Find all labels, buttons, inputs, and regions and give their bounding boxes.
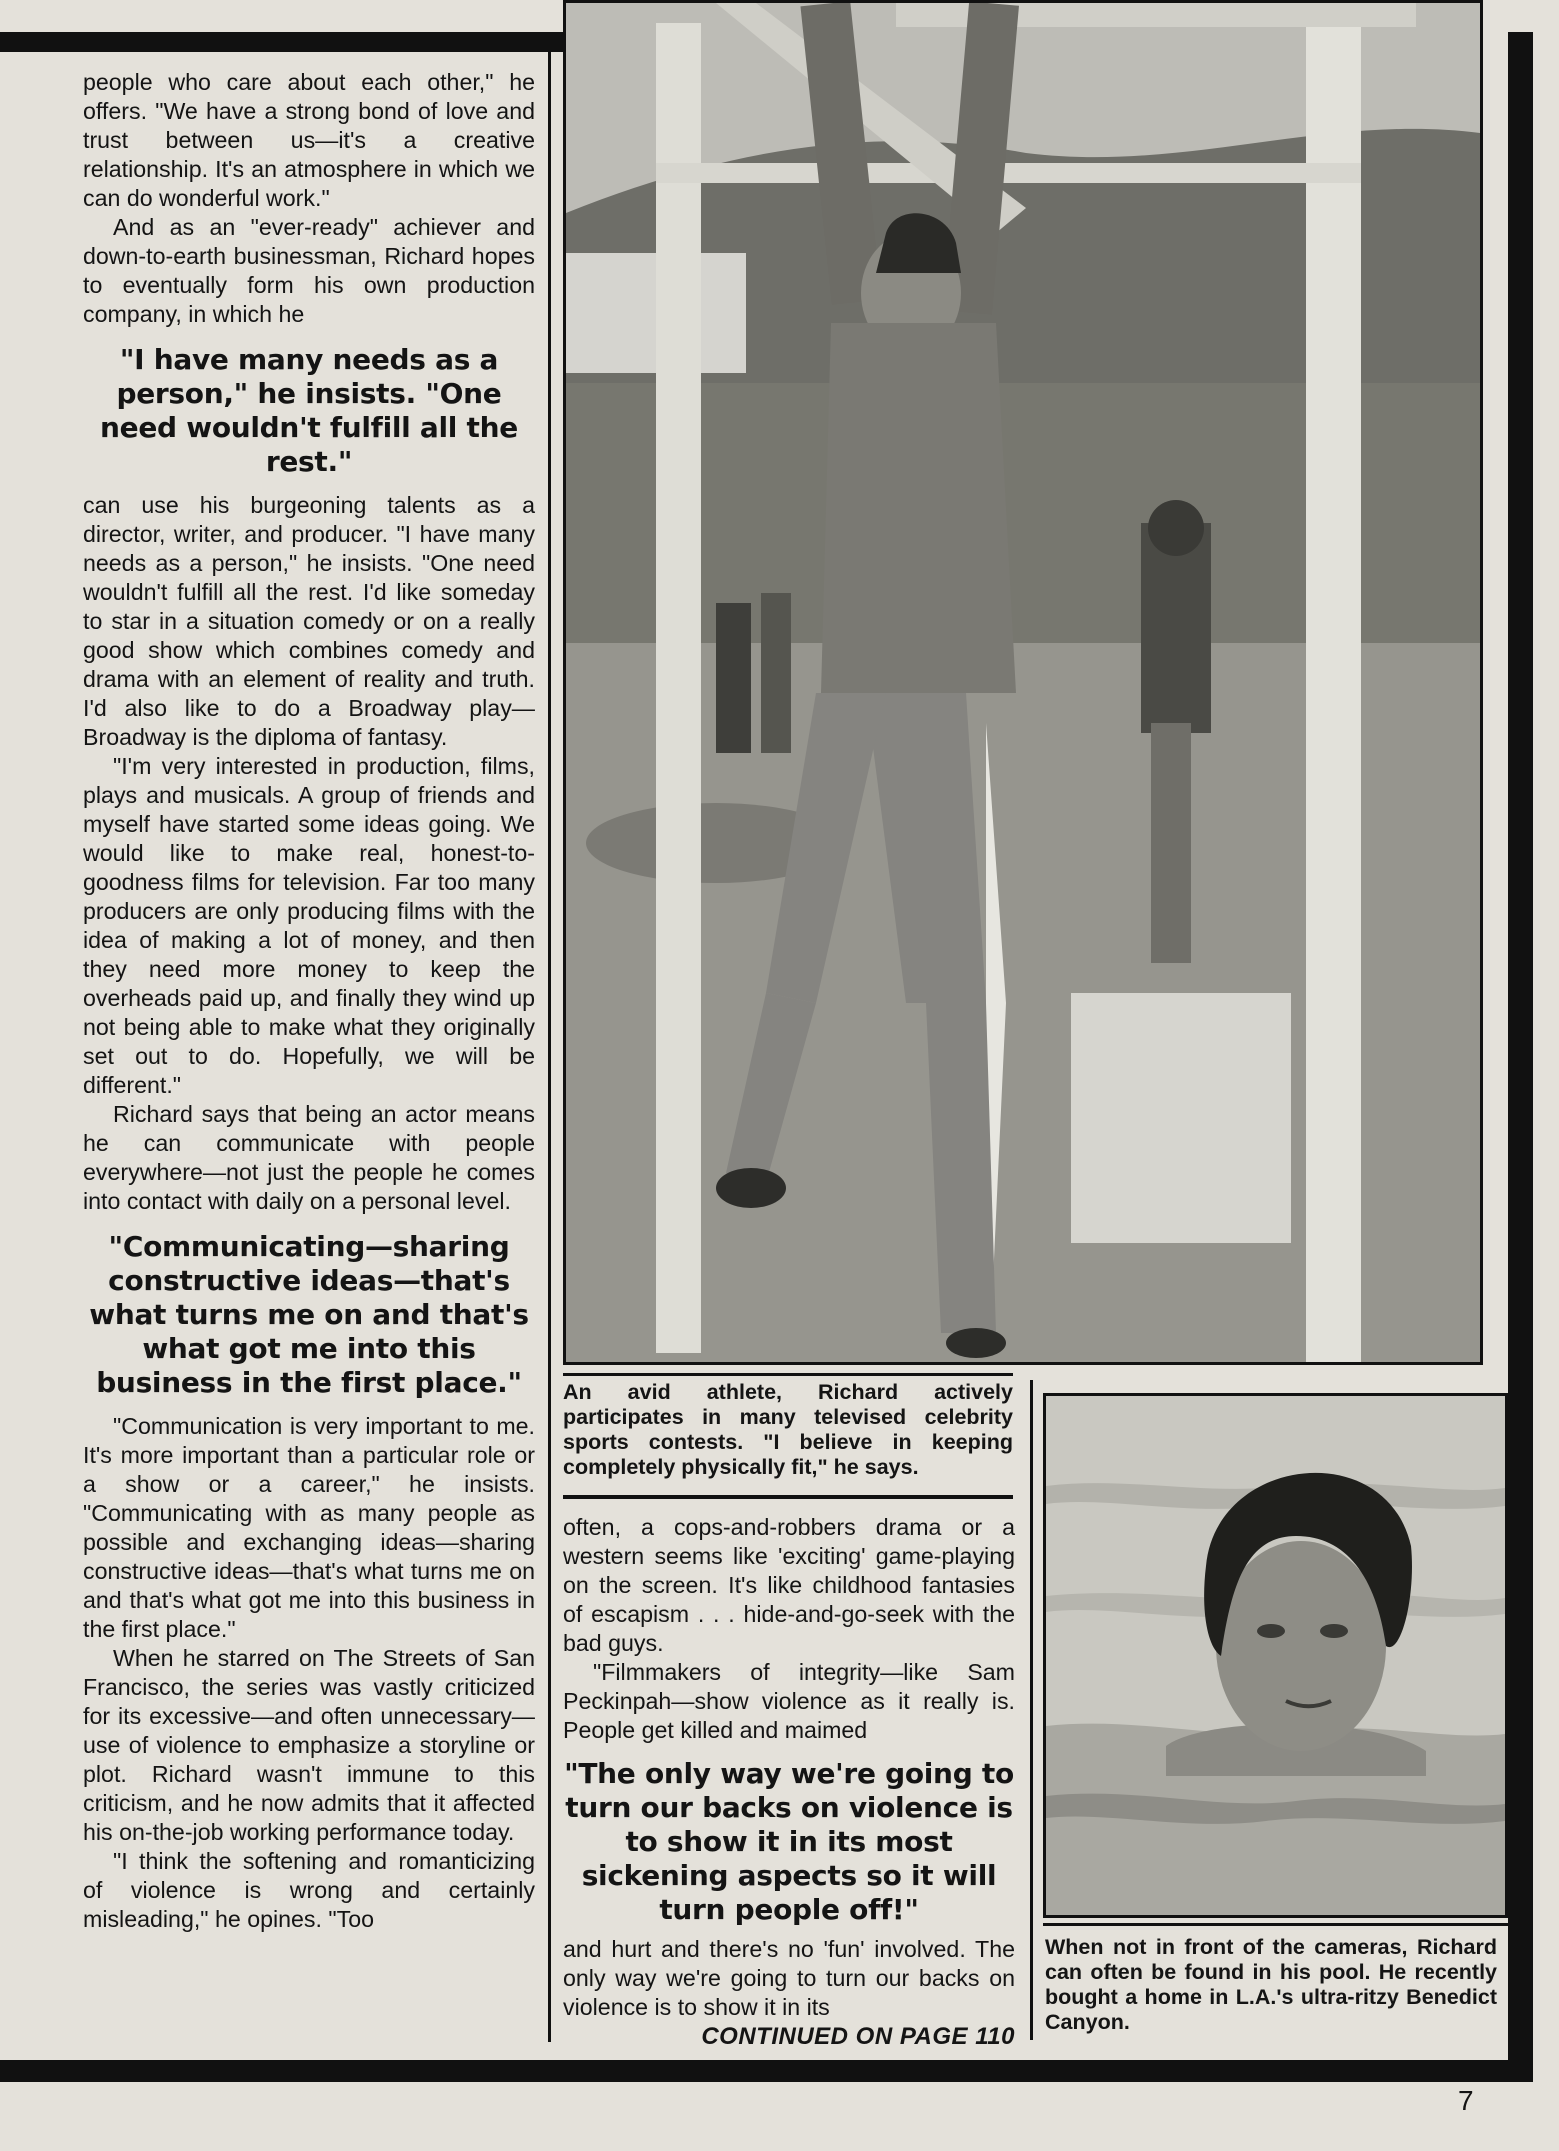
middle-column-divider: [1030, 1380, 1033, 2040]
bottom-rule: [0, 2060, 1533, 2082]
caption-top-rule: [563, 1373, 1013, 1376]
paragraph: "I think the softening and romanticizing of violence is wrong and certainly misleading," he opines. "Too: [83, 1848, 535, 1932]
athlete-photo: [563, 0, 1483, 1365]
right-border: [1508, 32, 1533, 2082]
pullquote-needs: "I have many needs as a person," he insists. "One need wouldn't fulfill all the rest.": [100, 343, 518, 478]
pool-photo-illustration: [1046, 1396, 1505, 1915]
paragraph: And as an "ever-ready" achiever and down-to-earth businessman, Richard hopes to eventually form his own production company, in which he: [83, 214, 535, 327]
paragraph: "I'm very interested in production, films, plays and musicals. A group of friends and myself have started some ideas going. We would like to make real, honest-to-goodness films for television. Far too many producers are only producing films with the idea of making a lot of money, and then they need more money to keep the overheads paid up, and finally they wind up not being able to make what they originally set out to do. Hopefully, we will be different.": [83, 753, 535, 1098]
caption2-top-rule: [1043, 1923, 1508, 1926]
paragraph: can use his burgeoning talents as a director, writer, and producer. "I have many needs as a person," he insists. "One need wouldn't fulfill all the rest. I'd like someday to star in a situation comedy or on a really good show which combines comedy and drama with an element of reality and truth. I'd also like to do a Broadway play—Broadway is the diploma of fantasy.: [83, 492, 535, 750]
paragraph: often, a cops-and-robbers drama or a western seems like 'exciting' game-playing on the screen. It's like childhood fantasies of escapism . . . hide-and-go-seek with the bad guys.: [563, 1514, 1015, 1656]
paragraph: "Communication is very important to me. It's more important than a particular role or a show or a career," he insists. "Communicating with as many people as possible and exchanging ideas—sharing constructive ideas—that's what turns me on and that's what got me into this business in the first place.": [83, 1413, 535, 1642]
caption-bottom-rule: [563, 1495, 1013, 1499]
continued-link[interactable]: CONTINUED ON PAGE 110: [701, 2023, 1015, 2050]
athlete-caption: An avid athlete, Richard actively participates in many televised celebrity sports contests. "I believe in keeping completely physically fit," he says.: [563, 1380, 1013, 1479]
top-rule: [0, 32, 563, 52]
paragraph: Richard says that being an actor means he can communicate with people everywhere—not just the people he comes into contact with daily on a personal level.: [83, 1101, 535, 1214]
page-number: 7: [1458, 2085, 1474, 2116]
pool-photo: [1043, 1393, 1508, 1918]
paragraph: people who care about each other," he offers. "We have a strong bond of love and trust between us—it's a creative relationship. It's an atmosphere in which we can do wonderful work.": [83, 69, 535, 211]
pullquote-violence: "The only way we're going to turn our backs on violence is to show it in its most sickening aspects so it will turn people off!": [564, 1757, 1014, 1926]
middle-column: [563, 1513, 1015, 2052]
athlete-photo-illustration: [566, 3, 1480, 1362]
paragraph: and hurt and there's no 'fun' involved. The only way we're going to turn our backs on violence is to show it in its: [563, 1936, 1015, 2020]
left-column-divider: [548, 52, 551, 2042]
pullquote-communicating: "Communicating—sharing constructive ideas—that's what turns me on and that's what got me into this business in the first place.": [89, 1230, 529, 1399]
pool-caption: When not in front of the cameras, Richard can often be found in his pool. He recently bought a home in L.A.'s ultra-ritzy Benedict Canyon.: [1045, 1935, 1497, 2034]
paragraph: "Filmmakers of integrity—like Sam Peckinpah—show violence as it really is. People get killed and maimed: [563, 1659, 1015, 1743]
paragraph: When he starred on The Streets of San Francisco, the series was vastly criticized for its excessive—and often unnecessary—use of violence to emphasize a storyline or plot. Richard wasn't immune to this criticism, and he now admits that it affected his on-the-job working performance today.: [83, 1645, 535, 1845]
left-column: [83, 68, 535, 1934]
